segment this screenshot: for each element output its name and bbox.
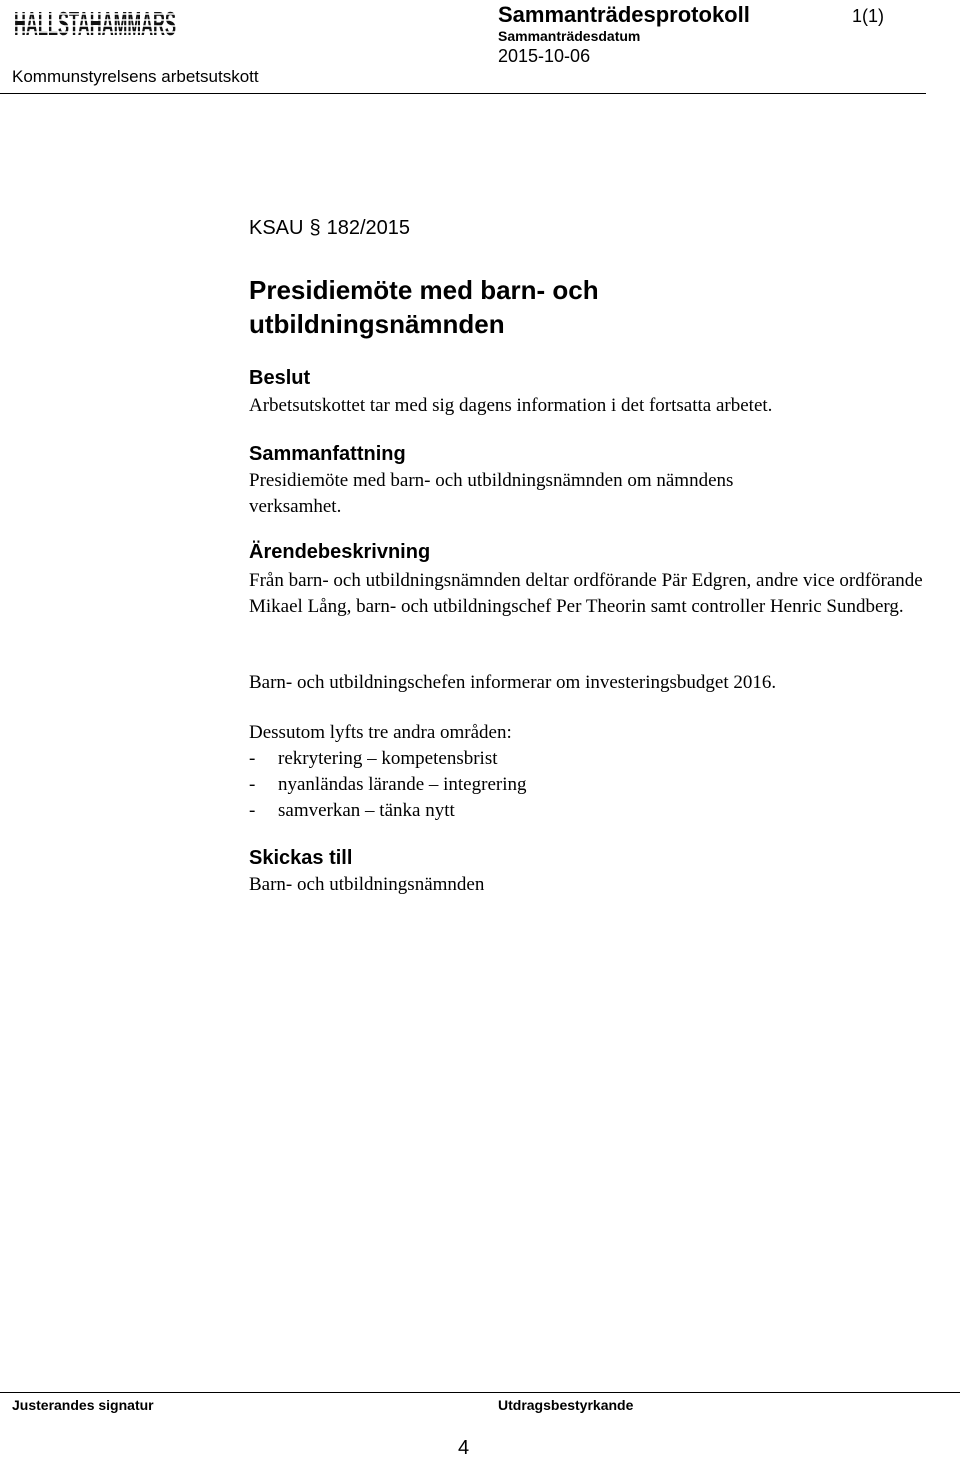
- case-identifier: [249, 217, 410, 240]
- page-title: Presidiemöte med barn- och utbildningsnämnden: [249, 275, 599, 339]
- municipality-logo: [12, 2, 178, 42]
- arendebeskrivning-heading: Ärendebeskrivning: [249, 541, 431, 563]
- list-item-text: nyanländas lärande – integrering: [278, 774, 527, 795]
- sammanfattning-text: Presidiemöte med barn- och utbildningsnämnden om nämndens verksamhet.: [249, 470, 734, 517]
- section-symbol: §: [309, 217, 321, 239]
- header-divider: [0, 93, 926, 94]
- arendebeskrivning-paragraph-1: Från barn- och utbildningsnämnden deltar ordförande Pär Edgren, andre vice ordförande Mikael Lång, barn- och utbildningschef Per Theorin samt controller Henric Sundberg.: [249, 570, 923, 617]
- logo-text: HALLSTAHAMMARS: [14, 5, 176, 42]
- committee-name: Kommunstyrelsens arbetsutskott: [12, 67, 259, 86]
- skickas-till-heading: Skickas till: [249, 847, 353, 869]
- arendebeskrivning-areas: [249, 720, 929, 824]
- skickas-till-text: Barn- och utbildningsnämnden: [249, 874, 485, 895]
- extract-certification-label: Utdragsbestyrkande: [498, 1397, 634, 1413]
- meeting-date-label: Sammanträdesdatum: [498, 28, 641, 44]
- list-item-text: samverkan – tänka nytt: [278, 800, 455, 821]
- meeting-date-value: 2015-10-06: [498, 46, 591, 66]
- sammanfattning-heading: Sammanfattning: [249, 443, 406, 465]
- bullet-marker: -: [249, 774, 256, 795]
- bullet-marker: -: [249, 800, 256, 821]
- page-count: 1(1): [852, 6, 885, 26]
- page-number: 4: [458, 1437, 470, 1459]
- case-prefix: KSAU: [249, 217, 304, 239]
- signature-label: Justerandes signatur: [12, 1397, 154, 1413]
- arendebeskrivning-paragraph-2: Barn- och utbildningschefen informerar om investeringsbudget 2016.: [249, 672, 777, 693]
- bullet-marker: -: [249, 748, 256, 769]
- footer-divider: [0, 1392, 960, 1393]
- list-item: [249, 746, 929, 772]
- case-number: 182/2015: [326, 217, 411, 239]
- beslut-text: Arbetsutskottet tar med sig dagens information i det fortsatta arbetet.: [249, 395, 773, 416]
- list-item-text: rekrytering – kompetensbrist: [278, 748, 498, 769]
- areas-intro: Dessutom lyfts tre andra områden:: [249, 722, 512, 743]
- beslut-heading: Beslut: [249, 367, 311, 389]
- list-item: [249, 772, 929, 798]
- document-title: Sammanträdesprotokoll: [498, 2, 750, 27]
- list-item: [249, 798, 929, 824]
